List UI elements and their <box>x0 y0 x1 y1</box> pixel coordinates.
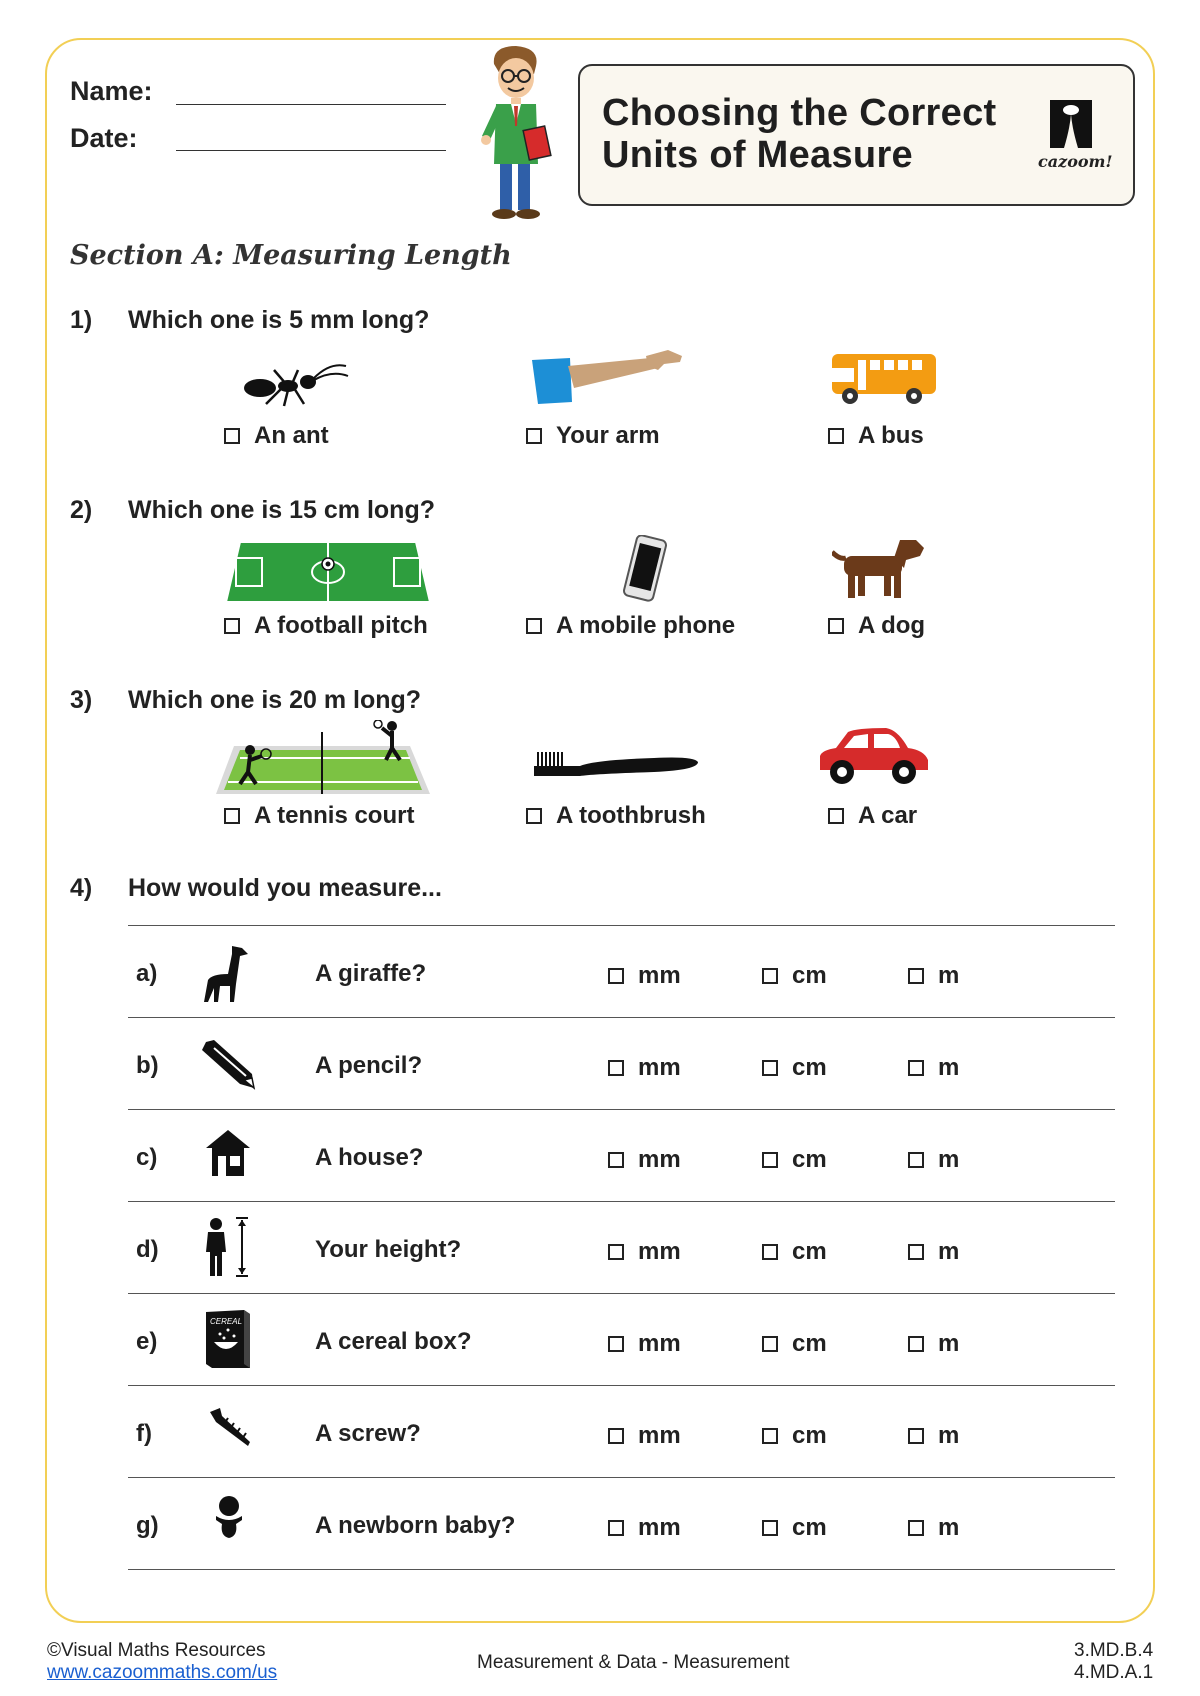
mobile-phone-icon <box>618 535 668 605</box>
row-c-m-option[interactable]: m <box>908 1146 959 1174</box>
row-f-mm-option[interactable]: mm <box>608 1422 681 1450</box>
title-line-1: Choosing the Correct <box>602 92 997 134</box>
option-a-car[interactable]: A car <box>828 802 917 830</box>
checkbox[interactable] <box>224 808 240 824</box>
checkbox[interactable] <box>908 968 924 984</box>
row-d-mm-option[interactable]: mm <box>608 1238 681 1266</box>
cereal-box-label: CEREAL <box>210 1317 243 1326</box>
checkbox[interactable] <box>608 1060 624 1076</box>
row-g-mm-option[interactable]: mm <box>608 1514 681 1542</box>
row-b-text: A pencil? <box>315 1052 423 1079</box>
footer-url-link[interactable]: www.cazoommaths.com/us <box>47 1662 278 1683</box>
checkbox[interactable] <box>828 428 844 444</box>
football-pitch-icon <box>224 540 432 604</box>
row-f-text: A screw? <box>315 1420 421 1447</box>
arm-icon <box>532 350 684 408</box>
toothbrush-icon <box>534 750 702 780</box>
footer-standard-1: 3.MD.B.4 <box>1074 1640 1154 1661</box>
row-d-letter: d) <box>136 1236 159 1263</box>
checkbox[interactable] <box>908 1520 924 1536</box>
option-a-tennis-court[interactable]: A tennis court <box>224 802 414 830</box>
option-a-bus[interactable]: A bus <box>828 422 924 450</box>
option-a-toothbrush[interactable]: A toothbrush <box>526 802 706 830</box>
row-a-cm-option[interactable]: cm <box>762 962 827 990</box>
cazoom-logo-icon <box>1048 98 1094 150</box>
checkbox[interactable] <box>908 1336 924 1352</box>
option-a-dog[interactable]: A dog <box>828 612 925 640</box>
question-3-text: Which one is 20 m long? <box>128 686 422 714</box>
checkbox[interactable] <box>608 1336 624 1352</box>
checkbox[interactable] <box>762 1336 778 1352</box>
person-height-icon <box>202 1216 254 1278</box>
checkbox[interactable] <box>908 1152 924 1168</box>
checkbox[interactable] <box>224 618 240 634</box>
row-b-m-option[interactable]: m <box>908 1054 959 1082</box>
row-divider <box>128 1293 1115 1294</box>
row-a-mm-option[interactable]: mm <box>608 962 681 990</box>
footer-standard-2: 4.MD.A.1 <box>1074 1662 1154 1683</box>
car-icon <box>816 726 930 788</box>
checkbox[interactable] <box>762 1428 778 1444</box>
row-b-letter: b) <box>136 1052 159 1079</box>
title-line-2: Units of Measure <box>602 134 913 176</box>
checkbox[interactable] <box>828 808 844 824</box>
row-f-m-option[interactable]: m <box>908 1422 959 1450</box>
cazoom-logo-text: cazoom! <box>1038 152 1113 171</box>
checkbox[interactable] <box>762 1060 778 1076</box>
row-e-letter: e) <box>136 1328 158 1355</box>
option-an-ant[interactable]: An ant <box>224 422 329 450</box>
row-d-cm-option[interactable]: cm <box>762 1238 827 1266</box>
footer-subject: Measurement & Data - Measurement <box>477 1652 790 1673</box>
question-2-number: 2) <box>70 496 93 524</box>
question-1-number: 1) <box>70 306 93 334</box>
checkbox[interactable] <box>526 618 542 634</box>
screw-icon <box>206 1408 254 1448</box>
checkbox[interactable] <box>608 1152 624 1168</box>
question-4-text: How would you measure... <box>128 874 442 902</box>
name-label: Name: <box>70 76 153 106</box>
question-1-text: Which one is 5 mm long? <box>128 306 430 334</box>
row-divider <box>128 1201 1115 1202</box>
footer-copyright: ©Visual Maths Resources <box>47 1640 266 1661</box>
row-g-cm-option[interactable]: cm <box>762 1514 827 1542</box>
row-c-letter: c) <box>136 1144 158 1171</box>
row-c-text: A house? <box>315 1144 424 1171</box>
section-title: Section A: Measuring Length <box>70 240 512 271</box>
checkbox[interactable] <box>224 428 240 444</box>
checkbox[interactable] <box>608 1244 624 1260</box>
question-3-number: 3) <box>70 686 93 714</box>
bus-icon <box>830 350 938 408</box>
question-4-number: 4) <box>70 874 93 902</box>
row-a-text: A giraffe? <box>315 960 427 987</box>
row-divider <box>128 1109 1115 1110</box>
row-c-mm-option[interactable]: mm <box>608 1146 681 1174</box>
house-icon <box>204 1128 252 1178</box>
row-f-cm-option[interactable]: cm <box>762 1422 827 1450</box>
checkbox[interactable] <box>608 968 624 984</box>
row-g-letter: g) <box>136 1512 159 1539</box>
checkbox[interactable] <box>908 1060 924 1076</box>
ant-icon <box>238 358 350 408</box>
option-a-football-pitch[interactable]: A football pitch <box>224 612 428 640</box>
row-e-m-option[interactable]: m <box>908 1330 959 1358</box>
row-divider <box>128 1477 1115 1478</box>
row-divider <box>128 925 1115 926</box>
pencil-icon <box>200 1040 256 1090</box>
checkbox[interactable] <box>762 1520 778 1536</box>
row-divider <box>128 1017 1115 1018</box>
question-2-text: Which one is 15 cm long? <box>128 496 435 524</box>
checkbox[interactable] <box>908 1428 924 1444</box>
checkbox[interactable] <box>608 1520 624 1536</box>
date-line[interactable] <box>176 150 446 151</box>
checkbox[interactable] <box>762 1244 778 1260</box>
row-a-m-option[interactable]: m <box>908 962 959 990</box>
option-a-mobile-phone[interactable]: A mobile phone <box>526 612 735 640</box>
teacher-illustration <box>478 44 554 224</box>
row-c-cm-option[interactable]: cm <box>762 1146 827 1174</box>
dog-icon <box>832 538 928 600</box>
title-box <box>578 64 1135 206</box>
checkbox[interactable] <box>526 808 542 824</box>
checkbox[interactable] <box>908 1244 924 1260</box>
cereal-box-icon <box>204 1306 252 1370</box>
row-e-cm-option[interactable]: cm <box>762 1330 827 1358</box>
date-label: Date: <box>70 123 138 153</box>
row-f-letter: f) <box>136 1420 152 1447</box>
row-a-letter: a) <box>136 960 158 987</box>
row-b-cm-option[interactable]: cm <box>762 1054 827 1082</box>
row-e-mm-option[interactable]: mm <box>608 1330 681 1358</box>
row-g-text: A newborn baby? <box>315 1512 516 1539</box>
checkbox[interactable] <box>762 968 778 984</box>
row-e-text: A cereal box? <box>315 1328 472 1355</box>
tennis-court-icon <box>214 720 434 796</box>
name-line[interactable] <box>176 104 446 105</box>
checkbox[interactable] <box>762 1152 778 1168</box>
giraffe-icon <box>202 944 252 1004</box>
row-divider <box>128 1385 1115 1386</box>
baby-icon <box>212 1494 246 1540</box>
row-g-m-option[interactable]: m <box>908 1514 959 1542</box>
row-b-mm-option[interactable]: mm <box>608 1054 681 1082</box>
checkbox[interactable] <box>526 428 542 444</box>
option-your-arm[interactable]: Your arm <box>526 422 660 450</box>
row-d-text: Your height? <box>315 1236 462 1263</box>
row-d-m-option[interactable]: m <box>908 1238 959 1266</box>
row-divider <box>128 1569 1115 1570</box>
checkbox[interactable] <box>608 1428 624 1444</box>
checkbox[interactable] <box>828 618 844 634</box>
